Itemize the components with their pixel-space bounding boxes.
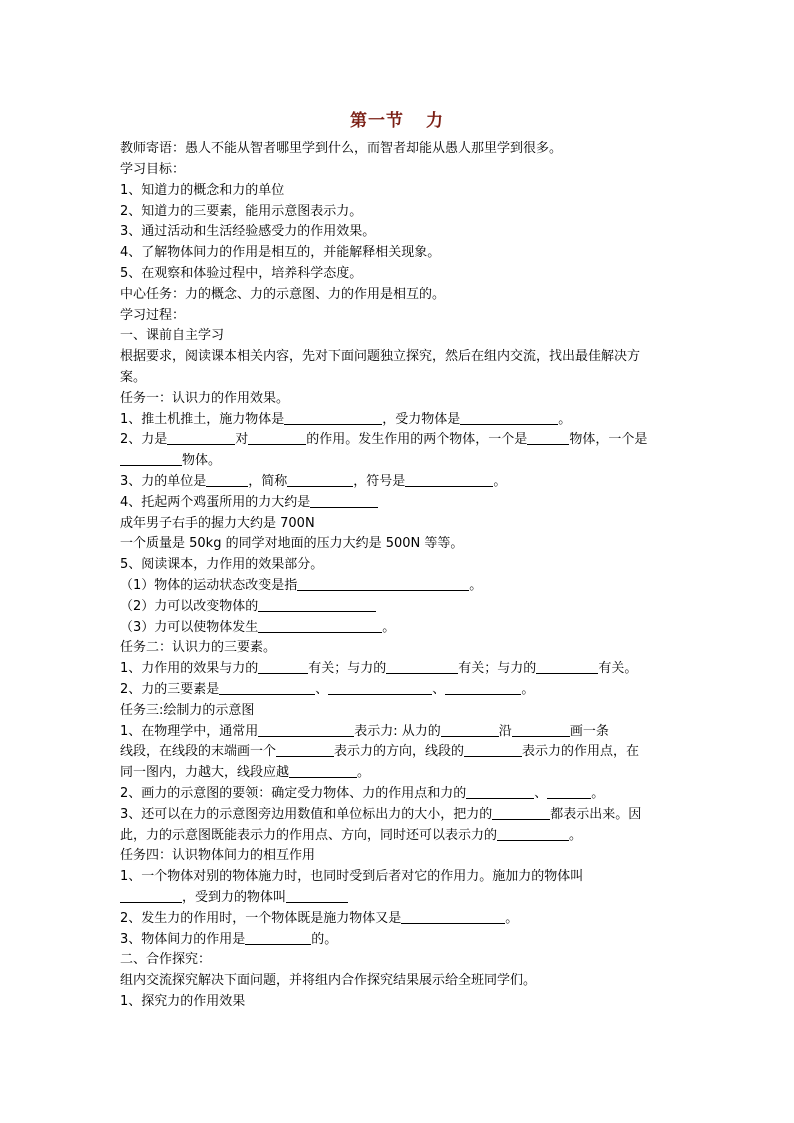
question-line: 3、物体间力的作用是 的。 [120,932,338,947]
answer-blank[interactable] [512,722,570,737]
objective-item: 3、通过活动和生活经验感受力的作用效果。 [120,224,376,239]
question-line: 1、在物理学中，通常用 表示力: 从力的 沿 画一条 [120,724,609,739]
question-line: 同一图内，力越大，线段应越 。 [120,765,371,780]
task-heading: 任务四：认识物体间力的相互作用 [120,848,316,863]
question-line: 2、力是 对 的作用。发生作用的两个物体，一个是 物体，一个是 [120,432,648,447]
question-line: 2、发生力的作用时，一个物体既是施力物体又是 。 [120,911,519,926]
answer-blank[interactable] [441,722,499,737]
title-section-number: 第一节 [350,111,404,131]
objectives-heading: 学习目标： [120,162,186,177]
answer-blank[interactable] [405,472,493,487]
answer-blank[interactable] [466,784,534,799]
objective-item: 4、了解物体间力的作用是相互的，并能解释相关现象。 [120,245,441,260]
objective-item: 1、知道力的概念和力的单位 [120,183,285,198]
task-heading: 任务二：认识力的三要素。 [120,640,277,655]
process-heading: 学习过程： [120,308,186,323]
answer-blank[interactable] [120,888,182,903]
central-task: 中心任务：力的概念、力的示意图、力的作用是相互的。 [120,287,446,302]
answer-blank[interactable] [460,410,558,425]
question-line: ，受到力的物体叫 [120,888,690,908]
answer-blank[interactable] [527,430,569,445]
answer-blank[interactable] [497,826,569,841]
paragraph-line: 案。 [120,370,147,385]
question-line: 5、阅读课本，力作用的效果部分。 [120,557,324,572]
answer-blank[interactable] [206,472,248,487]
task-heading: 任务一：认识力的作用效果。 [120,391,290,406]
answer-blank[interactable] [258,597,376,612]
question-line: 2、画力的示意图的要领：确定受力物体、力的作用点和力的 、 。 [120,786,605,801]
question-line: 3、还可以在力的示意图旁边用数值和单位标出力的大小，把力的 都表示出来。因 [120,807,642,822]
answer-blank[interactable] [276,742,334,757]
question-line: （3）力可以使物体发生 。 [120,620,396,635]
answer-blank[interactable] [258,659,308,674]
answer-blank[interactable] [286,888,348,903]
answer-blank[interactable] [445,680,521,695]
answer-blank[interactable] [464,742,522,757]
answer-blank[interactable] [386,659,458,674]
task-heading: 任务三:绘制力的示意图 [120,703,255,718]
objective-item: 2、知道力的三要素，能用示意图表示力。 [120,204,363,219]
answer-blank[interactable] [287,472,353,487]
question-line: 线段，在线段的末端画一个 表示力的方向，线段的 表示力的作用点，在 [120,744,640,759]
teacher-message: 教师寄语：愚人不能从智者哪里学到什么，而智者却能从愚人那里学到很多。 [120,141,563,156]
answer-blank[interactable] [401,909,505,924]
answer-blank[interactable] [284,410,382,425]
question-line: 1、力作用的效果与力的 有关；与力的 有关；与力的 有关。 [120,661,638,676]
answer-blank[interactable] [248,430,306,445]
question-line: 3、力的单位是 ，简称 ，符号是 。 [120,474,507,489]
answer-blank[interactable] [258,722,354,737]
section-heading: 二、合作探究： [120,952,212,967]
paragraph-line: 组内交流探究解决下面问题，并将组内合作探究结果展示给全班同学们。 [120,973,537,988]
question-line: 2、力的三要素是 、 、 。 [120,682,535,697]
answer-blank[interactable] [547,784,591,799]
paragraph-line: 成年男子右手的握力大约是 700N [120,516,315,531]
answer-blank[interactable] [120,451,182,466]
paragraph-line: 根据要求，阅读课本相关内容，先对下面问题独立探究，然后在组内交流，找出最佳解决方 [120,349,641,364]
answer-blank[interactable] [492,805,550,820]
answer-blank[interactable] [219,680,315,695]
page-title [0,106,794,131]
question-line: （1）物体的运动状态改变是指 。 [120,578,483,593]
objective-item: 5、在观察和体验过程中，培养科学态度。 [120,266,363,281]
question-line: 1、推土机推土，施力物体是 ，受力物体是 。 [120,412,572,427]
question-line: 1、一个物体对别的物体施力时，也同时受到后者对它的作用力。施加力的物体叫 [120,869,584,884]
title-topic: 力 [426,111,444,131]
answer-blank[interactable] [310,493,378,508]
paragraph-line: 一个质量是 50kg 的同学对地面的压力大约是 500N 等等。 [120,536,464,551]
question-line: 此，力的示意图既能表示力的作用点、方向，同时还可以表示力的 。 [120,828,583,843]
answer-blank[interactable] [289,763,357,778]
answer-blank[interactable] [167,430,235,445]
answer-blank[interactable] [297,576,469,591]
question-line: （2）力可以改变物体的 [120,597,690,617]
answer-blank[interactable] [328,680,432,695]
section-heading: 一、课前自主学习 [120,328,225,343]
question-line: 1、探究力的作用效果 [120,994,246,1009]
question-line: 物体。 [120,451,690,471]
answer-blank[interactable] [536,659,598,674]
question-line: 4、托起两个鸡蛋所用的力大约是 [120,493,690,513]
answer-blank[interactable] [245,930,311,945]
answer-blank[interactable] [258,618,382,633]
